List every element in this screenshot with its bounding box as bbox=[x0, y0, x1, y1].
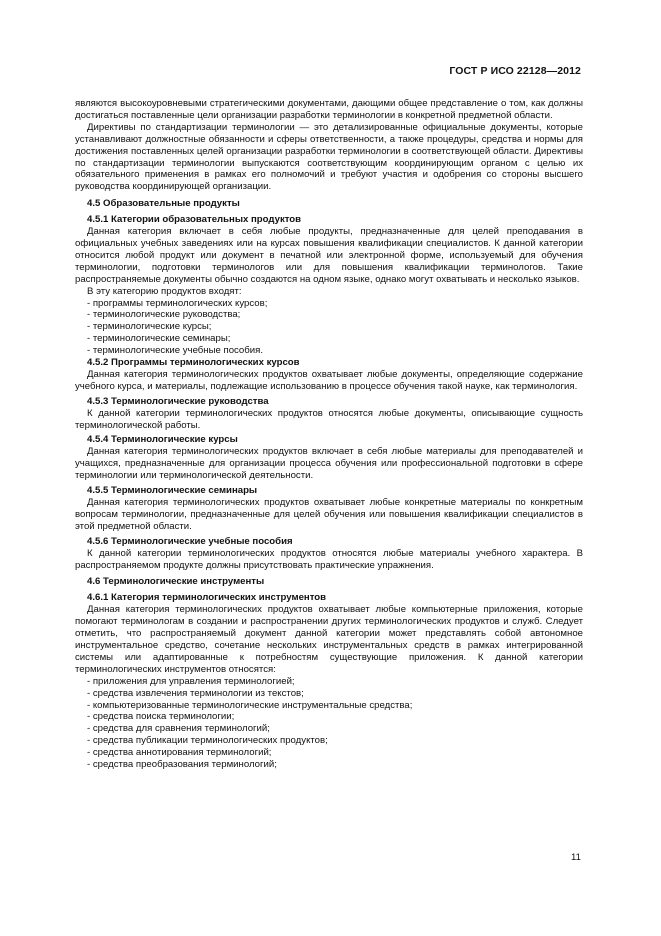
page-number: 11 bbox=[571, 852, 581, 863]
list-item: - средства аннотирования терминологий; bbox=[87, 747, 272, 759]
standard-code-header: ГОСТ Р ИСО 22128—2012 bbox=[449, 65, 581, 77]
body-paragraph: Данная категория терминологических продуктов включает в себя любые материалы для преподавателей и учащихся, предназначенные для организации процесса обучения или профессиональной подготовки в сфере терминологии или терминологической деятельности. bbox=[75, 446, 583, 482]
body-paragraph: Данная категория включает в себя любые продукты, предназначенные для целей преподавания в официальных учебных заведениях или на курсах повышения квалификации специалистов. К данной категории относится любой продукт или документ в печатной или электронной форме, используемый для обучения терминологии, подготовки терминологов или для повышения квалификации терминологов. Такие распространяемые документы обычно создаются на одном языке, однако могут охватывать и несколько языков. bbox=[75, 226, 583, 285]
list-item: - программы терминологических курсов; bbox=[87, 297, 268, 309]
body-paragraph: Данная категория терминологических продуктов охватывает любые конкретные материалы по конкретным вопросам терминологии, предназначенные для целей обучения или повышения квалификации специалистов в этой предметной области. bbox=[75, 497, 583, 532]
section-heading-4-5-4: 4.5.4 Терминологические курсы bbox=[87, 434, 238, 446]
list-item: - средства для сравнения терминологий; bbox=[87, 723, 270, 735]
section-heading-4-6-1: 4.6.1 Категория терминологических инструментов bbox=[87, 592, 327, 604]
list-item: - средства преобразования терминологий; bbox=[87, 759, 277, 771]
intro-paragraph: являются высокоуровневыми стратегическими документами, дающими общее представление о том, как должны достигаться поставленные цели организации разработки терминологии в конкретной предметной области. bbox=[75, 98, 583, 121]
list-item: - средства публикации терминологических продуктов; bbox=[87, 735, 328, 747]
section-heading-4-5-6: 4.5.6 Терминологические учебные пособия bbox=[87, 535, 293, 547]
list-item: - терминологические руководства; bbox=[87, 309, 241, 321]
list-item: - компьютеризованные терминологические инструментальные средства; bbox=[87, 699, 413, 711]
body-paragraph: К данной категории терминологических продуктов относятся любые документы, описывающие сущность терминологической работы. bbox=[75, 407, 583, 431]
section-heading-4-5-5: 4.5.5 Терминологические семинары bbox=[87, 485, 258, 497]
list-item: - средства поиска терминологии; bbox=[87, 711, 235, 723]
list-item: - терминологические учебные пособия. bbox=[87, 345, 263, 357]
list-item: - приложения для управления терминологией; bbox=[87, 675, 295, 687]
body-paragraph: В эту категорию продуктов входят: bbox=[87, 285, 242, 297]
section-heading-4-6: 4.6 Терминологические инструменты bbox=[87, 576, 265, 588]
section-heading-4-5-3: 4.5.3 Терминологические руководства bbox=[87, 395, 269, 407]
page-content bbox=[75, 98, 583, 771]
section-heading-4-5-2: 4.5.2 Программы терминологических курсов bbox=[87, 357, 300, 369]
product-list bbox=[75, 298, 583, 358]
body-paragraph: Данная категория терминологических продуктов охватывает любые документы, определяющие содержание учебного курса, и материалы, подлежащие использованию в процессе обучения такой науке, как терминология. bbox=[75, 368, 583, 392]
intro-paragraph: Директивы по стандартизации терминологии — это детализированные официальные документы, которые устанавливают должностные обязанности и сферы ответственности, а также процедуры, средства и нормы для достижения поставленных целей организации разработки терминологии в соответствующей области. Директивы по стандартизации терминологии выпускаются соответствующим координирующим органом с целью их обязательного применения в рамках его полномочий и требуют участия и одобрения со стороны высшего руководства координирующей организации. bbox=[75, 121, 583, 193]
body-paragraph: Данная категория терминологических продуктов охватывает любые компьютерные приложения, которые помогают терминологам в создании и распространении других терминологических продуктов и служб. Следует отметить, что распространяемый документ данной категории может представлять собой автономное инструментальное средство, сочетание нескольких инструментальных средств в рамках интегрированной системы или адаптированные к потребностям существующие приложения. К данной категории терминологических инструментов относятся: bbox=[75, 604, 583, 675]
list-item: - терминологические курсы; bbox=[87, 321, 212, 333]
body-paragraph: К данной категории терминологических продуктов относятся любые материалы учебного характера. В распространяемом продукте должны присутствовать практические упражнения. bbox=[75, 547, 583, 571]
list-item: - терминологические семинары; bbox=[87, 333, 231, 345]
section-heading-4-5: 4.5 Образовательные продукты bbox=[87, 198, 240, 210]
section-heading-4-5-1: 4.5.1 Категории образовательных продуктов bbox=[87, 214, 302, 226]
tools-list bbox=[75, 676, 583, 771]
list-item: - средства извлечения терминологии из текстов; bbox=[87, 687, 304, 699]
